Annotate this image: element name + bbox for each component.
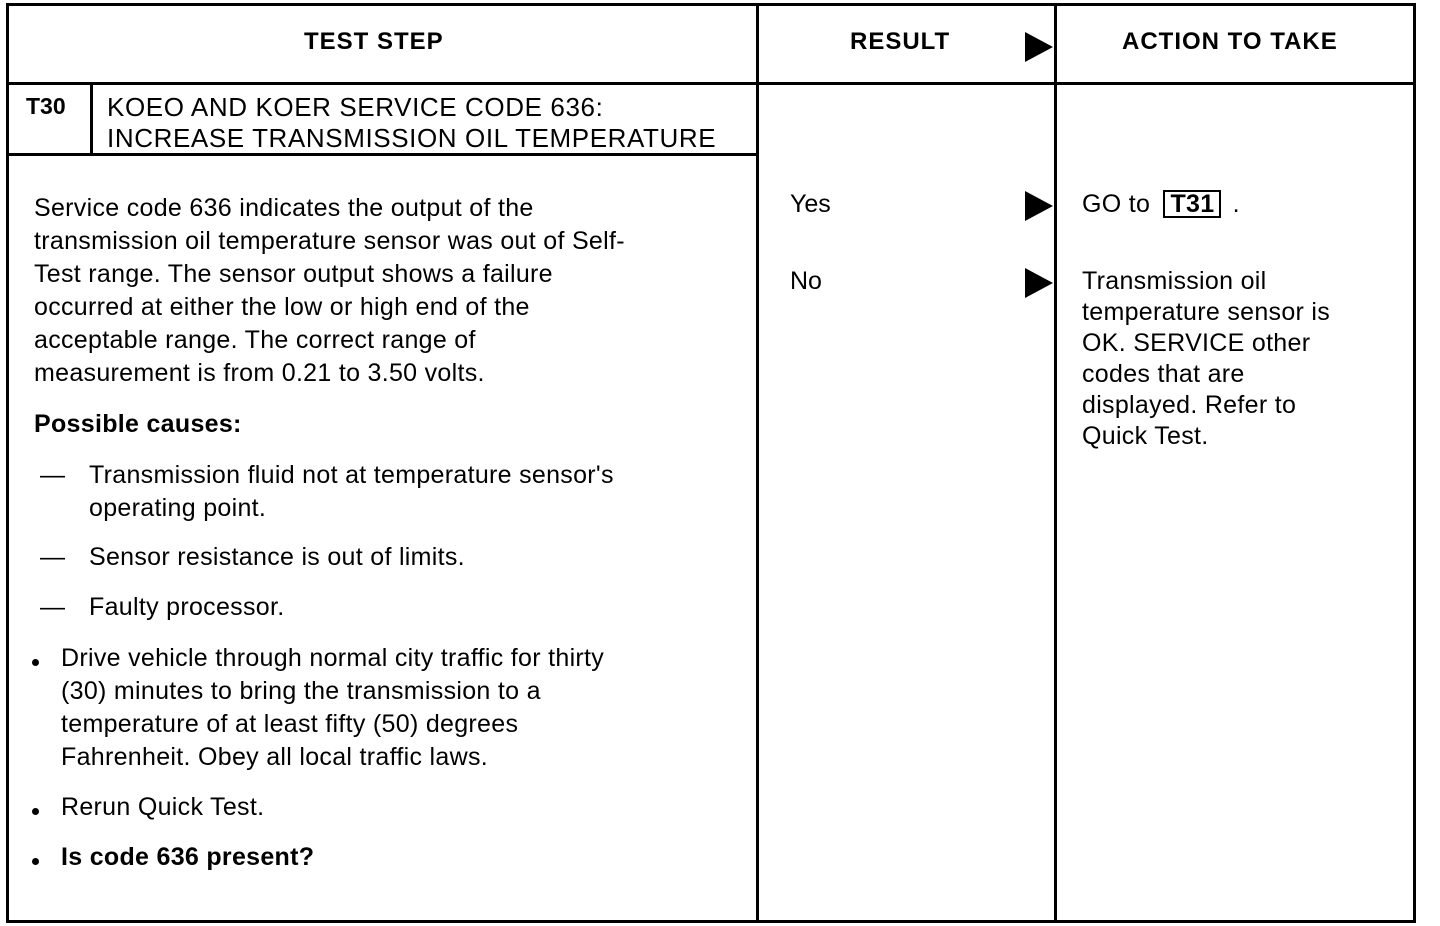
instruction-line: Drive vehicle through normal city traffic for thirty [61,644,605,672]
column-divider-result-action [1054,3,1057,923]
result-yes: Yes [790,190,831,218]
instruction-line: Rerun Quick Test. [61,793,265,821]
dash-icon: — [40,461,65,489]
action-no-line: temperature sensor is [1082,298,1331,326]
cause-item [89,541,465,574]
header-test-step: TEST STEP [304,28,444,55]
header-result: RESULT [850,28,951,55]
bullet-icon [32,808,39,815]
dash-icon: — [40,593,65,621]
description-line: acceptable range. The correct range of [34,326,476,354]
description-line: measurement is from 0.21 to 3.50 volts. [34,359,485,387]
action-no-line: Transmission oil [1082,267,1267,295]
arrow-no-icon [1025,268,1053,298]
header-action: ACTION TO TAKE [1122,28,1338,55]
cause-item [89,591,284,624]
description-line: Test range. The sensor output shows a failure [34,260,553,288]
action-no-line: codes that are [1082,360,1245,388]
goto-step-link[interactable]: T31 [1163,190,1221,218]
instruction-line: temperature of at least fifty (50) degrees [61,710,519,738]
instruction-line: (30) minutes to bring the transmission to a [61,677,541,705]
header-arrow-icon [1025,32,1053,62]
step-title-line: KOEO AND KOER SERVICE CODE 636: [107,92,604,122]
step-title-line: INCREASE TRANSMISSION OIL TEMPERATURE [107,123,717,153]
action-yes [1082,189,1240,220]
instruction-line: Is code 636 present? [61,843,315,871]
cause-line: Sensor resistance is out of limits. [89,543,465,571]
step-title [107,92,716,154]
action-no-line: displayed. Refer to [1082,391,1297,419]
instruction-item [61,791,264,824]
causes-heading: Possible causes: [34,410,242,438]
instruction-line: Fahrenheit. Obey all local traffic laws. [61,743,489,771]
action-yes-prefix: GO to [1082,190,1151,218]
cause-item [89,459,614,525]
header-divider [6,82,1416,85]
description-line: transmission oil temperature sensor was out of Self- [34,227,625,255]
action-no [1082,266,1330,452]
step-code: T30 [26,93,66,119]
dash-icon: — [40,543,65,571]
cause-line: Faulty processor. [89,593,285,621]
step-code-divider [90,82,93,155]
bullet-icon [32,858,39,865]
description-line: Service code 636 indicates the output of the [34,194,534,222]
cause-line: Transmission fluid not at temperature sensor's [89,461,614,489]
action-yes-suffix: . [1232,190,1240,218]
cause-line: operating point. [89,494,267,522]
action-no-line: Quick Test. [1082,422,1209,450]
column-divider-step-result [756,3,759,923]
instruction-item [61,642,604,774]
arrow-yes-icon [1025,191,1053,221]
instruction-question [61,841,314,874]
result-no: No [790,267,822,295]
description-line: occurred at either the low or high end of the [34,293,530,321]
action-no-line: OK. SERVICE other [1082,329,1311,357]
description [34,192,625,390]
bullet-icon [32,659,39,666]
